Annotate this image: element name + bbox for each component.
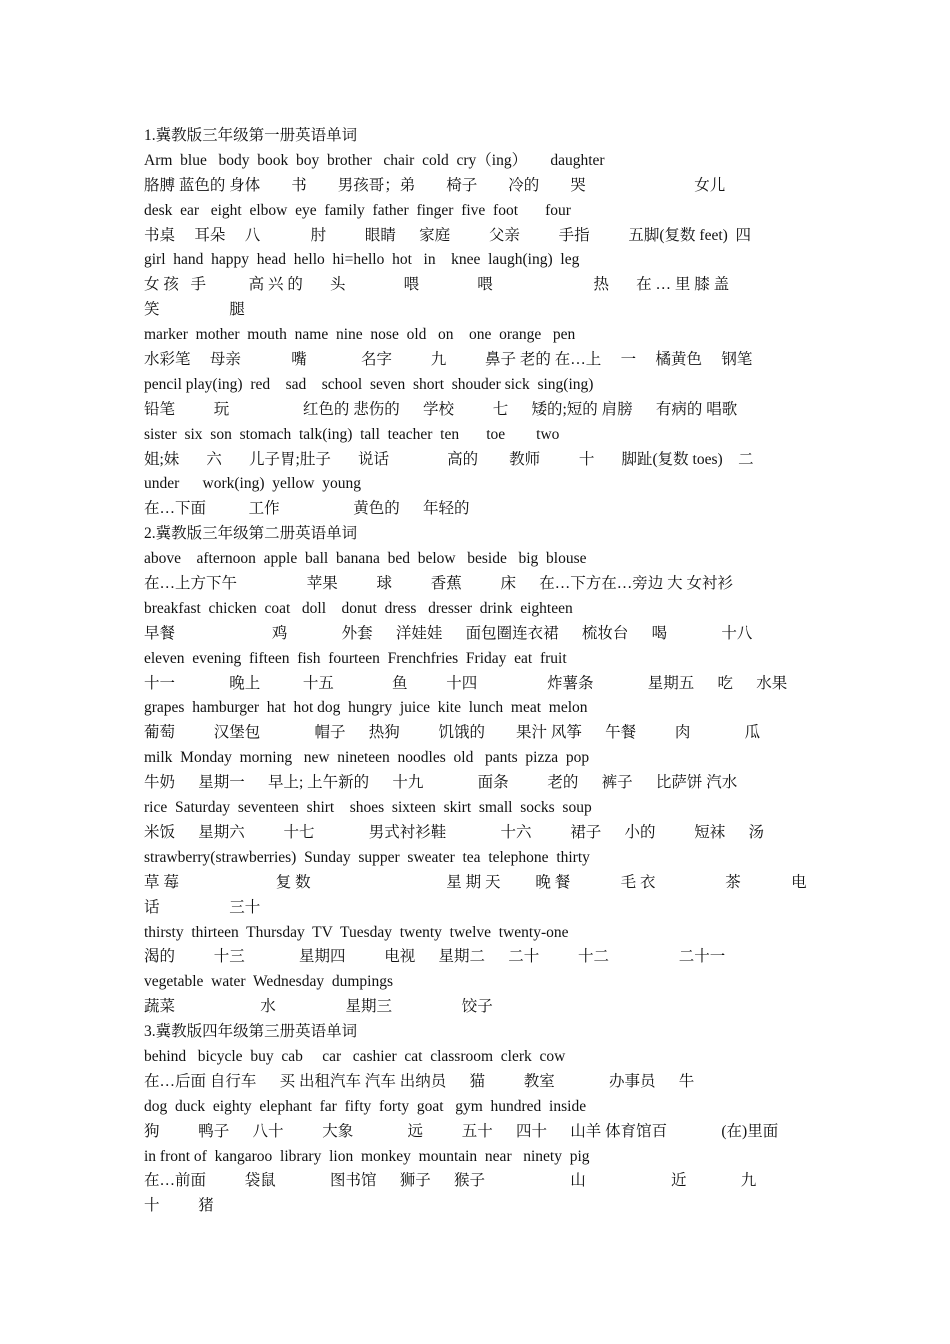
english-words-line: milk Monday morning new nineteen noodles old pants pizza pop (144, 749, 590, 767)
english-words-line: thirsty thirteen Thursday TV Tuesday twenty twelve twenty-one (144, 923, 569, 941)
vocabulary-list (144, 124, 809, 1219)
chinese-meanings-line: 渴的 十三 星期四 电视 星期二 二十 十二 二十一 (144, 948, 726, 966)
chinese-meanings-line: 狗 鸭子 八十 大象 远 五十 四十 山羊 体育馆百 (在)里面 (144, 1122, 779, 1140)
chinese-meanings-line: 十一 晚上 十五 鱼 十四 炸薯条 星期五 吃 水果 (144, 674, 788, 692)
english-words-line: strawberry(strawberries) Sunday supper sweater tea telephone thirty (144, 848, 590, 866)
english-words-line: marker mother mouth name nine nose old on one orange pen (144, 326, 576, 344)
chinese-meanings-line: 女 孩 手 高 兴 的 头 喂 喂 热 在 … 里 膝 盖 (144, 276, 730, 294)
chinese-meanings-line: 蔬菜 水 星期三 饺子 (144, 998, 493, 1016)
chinese-meanings-line: 葡萄 汉堡包 帽子 热狗 饥饿的 果汁 风筝 午餐 肉 瓜 (144, 724, 761, 742)
english-words-line: eleven evening fifteen fish fourteen Frenchfries Friday eat fruit (144, 649, 567, 667)
english-words-line: vegetable water Wednesday dumpings (144, 973, 393, 991)
english-words-line: under work(ing) yellow young (144, 475, 361, 493)
section-heading: 2.冀教版三年级第二册英语单词 (144, 525, 358, 543)
chinese-meanings-line: 书桌 耳朵 八 肘 眼睛 家庭 父亲 手指 五脚(复数 feet) 四 (144, 226, 752, 244)
chinese-meanings-line: 在…上方下午 苹果 球 香蕉 床 在…下方在…旁边 大 女衬衫 (144, 575, 734, 593)
english-words-line: breakfast chicken coat doll donut dress dresser drink eighteen (144, 599, 573, 617)
english-words-line: girl hand happy head hello hi=hello hot in knee laugh(ing) leg (144, 251, 580, 269)
english-words-line: grapes hamburger hat hot dog hungry juice kite lunch meat melon (144, 699, 588, 717)
english-words-line: Arm blue body book boy brother chair cold cry（ing） daughter (144, 151, 605, 169)
section-heading: 1.冀教版三年级第一册英语单词 (144, 127, 358, 144)
chinese-meanings-line: 笑 腿 (144, 301, 245, 319)
english-words-line: desk ear eight elbow eye family father finger five foot four (144, 201, 571, 219)
chinese-meanings-line: 水彩笔 母亲 嘴 名字 九 鼻子 老的 在…上 一 橘黄色 钢笔 (144, 351, 753, 369)
english-words-line: above afternoon apple ball banana bed below beside big blouse (144, 550, 587, 568)
chinese-meanings-line: 话 三十 (144, 898, 261, 916)
chinese-meanings-line: 早餐 鸡 外套 洋娃娃 面包圈连衣裙 梳妆台 喝 十八 (144, 624, 753, 642)
chinese-meanings-line: 姐;妹 六 儿子胃;肚子 说话 高的 教师 十 脚趾(复数 toes) 二 (144, 450, 754, 468)
english-words-line: behind bicycle buy cab car cashier cat classroom clerk cow (144, 1047, 566, 1065)
chinese-meanings-line: 在…后面 自行车 买 出租汽车 汽车 出纳员 猫 教室 办事员 牛 (144, 1072, 695, 1090)
chinese-meanings-line: 胳膊 蓝色的 身体 书 男孩哥；弟 椅子 冷的 哭 女儿 (144, 176, 726, 194)
section-heading: 3.冀教版四年级第三册英语单词 (144, 1023, 358, 1041)
english-words-line: dog duck eighty elephant far fifty forty goat gym hundred inside (144, 1097, 587, 1115)
english-words-line: pencil play(ing) red sad school seven short shouder sick sing(ing) (144, 375, 594, 393)
english-words-line: rice Saturday seventeen shirt shoes sixteen skirt small socks soup (144, 799, 592, 817)
chinese-meanings-line: 草 莓 复 数 星 期 天 晚 餐 毛 衣 茶 电 (144, 873, 807, 891)
english-words-line: in front of kangaroo library lion monkey mountain near ninety pig (144, 1147, 590, 1165)
chinese-meanings-line: 在…下面 工作 黄色的 年轻的 (144, 500, 470, 518)
chinese-meanings-line: 铅笔 玩 红色的 悲伤的 学校 七 矮的;短的 肩膀 有病的 唱歌 (144, 400, 738, 418)
chinese-meanings-line: 十 猪 (144, 1197, 214, 1215)
chinese-meanings-line: 米饭 星期六 十七 男式衬衫鞋 十六 裙子 小的 短袜 汤 (144, 823, 765, 841)
english-words-line: sister six son stomach talk(ing) tall teacher ten toe two (144, 425, 560, 443)
chinese-meanings-line: 牛奶 星期一 早上; 上午新的 十九 面条 老的 裤子 比萨饼 汽水 (144, 774, 738, 792)
chinese-meanings-line: 在…前面 袋鼠 图书馆 狮子 猴子 山 近 九 (144, 1172, 757, 1190)
